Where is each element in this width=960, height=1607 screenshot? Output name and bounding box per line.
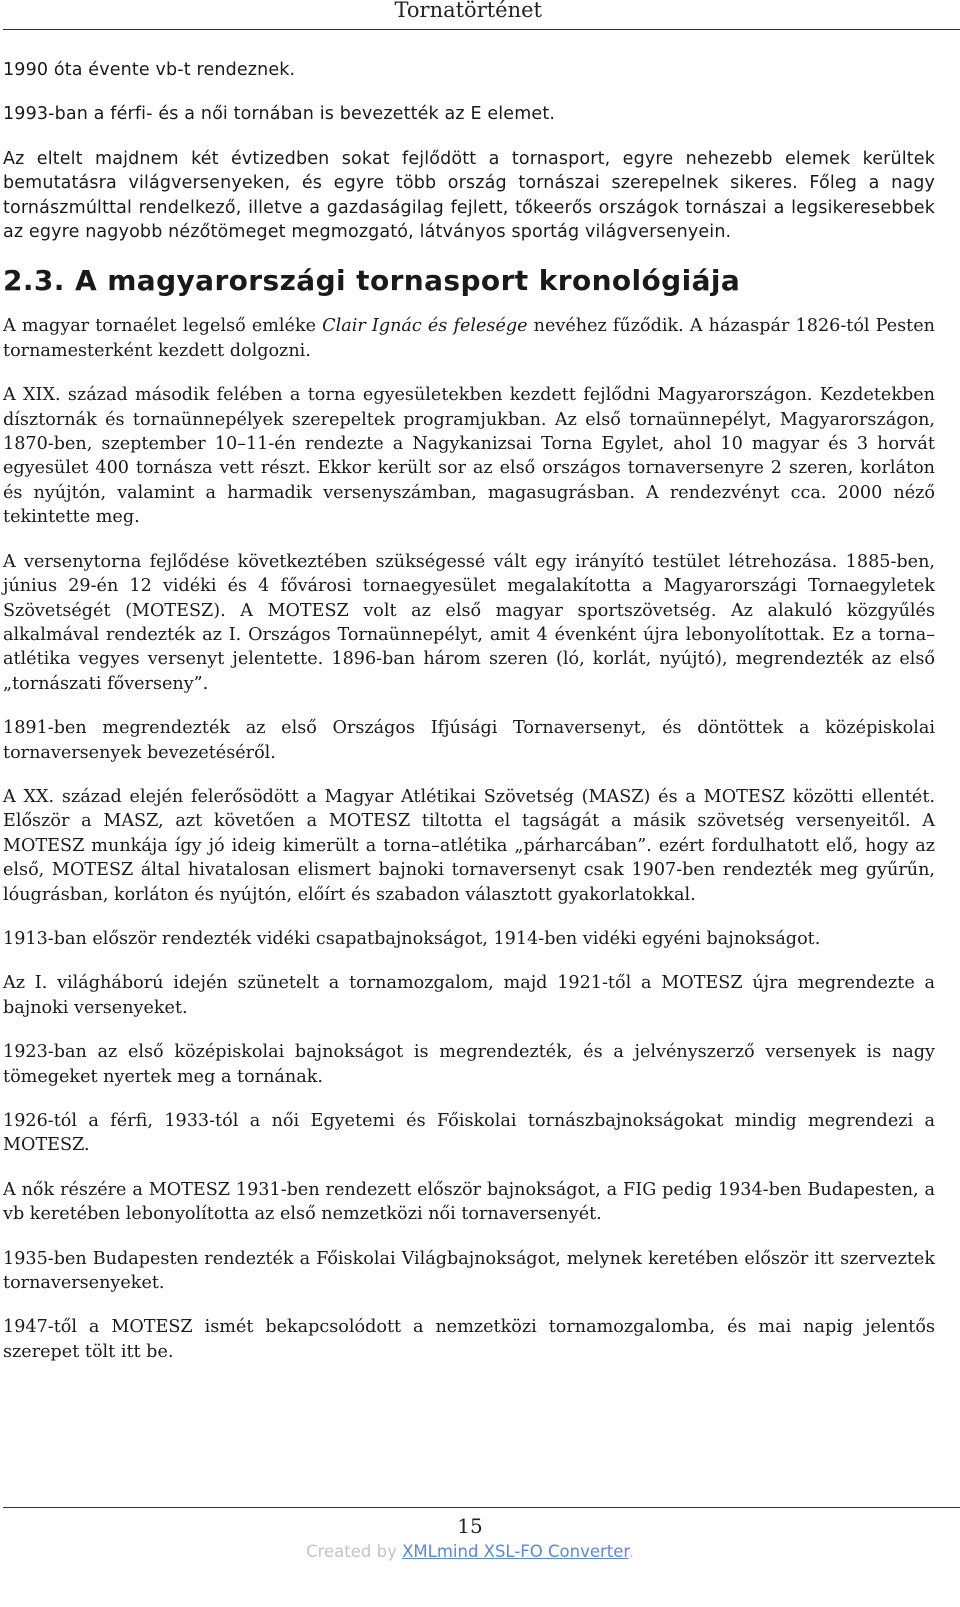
intro-paragraph-2: 1993-ban a férfi- és a női tornában is bevezették az E elemet. — [3, 104, 556, 125]
italic-name: Clair Ignác és felesége — [322, 316, 528, 337]
header-divider — [3, 29, 960, 30]
section-paragraph: 1913-ban először rendezték vidéki csapatbajnokságot, 1914-ben vidéki egyéni bajnokságot. — [3, 928, 821, 949]
intro-paragraph-1: 1990 óta évente vb-t rendeznek. — [3, 60, 296, 80]
page-number: 15 — [457, 1514, 483, 1538]
section-paragraph: A nők részére a MOTESZ 1931-ben rendezett először bajnokságot, a FIG pedig 1934-ben Budapesten, a vb keretében lebonyolította az első nemzetközi női tornaversenyét. — [3, 1179, 935, 1225]
section-paragraph: A XIX. század második felében a torna egyesületekben kezdett fejlődni Magyarországon. Kezdetekben dísztornák és tornaünnepélyek szerepeltek programjukban. Az első tornaünnepélyt, Magyarországon, 1870-ben, szeptember 10–11-én rendezte a Nagykanizsai Torna Egylet, ahol 10 magyar és 3 horvát egyesület 400 tornásza vett részt. Ekkor került sor az első országos tornaversenyre 2 szeren, korláton és nyújtón, valamint a harmadik versenyszámban, magasugrásban. A rendezvényt cca. 2000 néző tekintette meg. — [3, 385, 935, 528]
section-paragraph-intro — [3, 314, 935, 363]
running-header-title: Tornatörténet — [394, 0, 542, 22]
section-paragraph: 1947-től a MOTESZ ismét bekapcsolódott a nemzetközi tornamozgalomba, és mai napig jelentős szerepet tölt itt be. — [3, 1317, 935, 1362]
section-paragraph: 1935-ben Budapesten rendezték a Főiskolai Világbajnokságot, melynek keretében először itt szerveztek tornaversenyeket. — [3, 1248, 935, 1294]
converter-link[interactable]: XMLmind XSL-FO Converter — [402, 1542, 629, 1561]
intro-text-after: nevéhez fűződik. A házaspár 1826-tól Pesten tornamesterként kezdett dolgozni. — [3, 316, 935, 361]
section-paragraph: A XX. század elején felerősödött a Magyar Atlétikai Szövetség (MASZ) és a MOTESZ közötti ellentét. Először a MASZ, azt követően a MOTESZ tiltotta el tagságát a másik szövetség versenyeitől. A MOTESZ munkája így jó ideig kimerült a torna–atlétika „párharcában”. ezért fordulhatott elő, hogy az első, MOTESZ által hivatalosan elismert bajnoki tornaversenyt csak 1907-ben rendezték meg gyűrűn, lóugrásban, korláton és nyújtón, előírt és szabadon választott gyakorlatokkal. — [3, 786, 935, 905]
footer-divider — [3, 1507, 960, 1508]
section-paragraph: Az I. világháború idején szünetelt a tornamozgalom, majd 1921-től a MOTESZ újra megrendezte a bajnoki versenyeket. — [3, 973, 935, 1018]
section-heading: 2.3. A magyarországi tornasport kronológiája — [3, 264, 741, 298]
section-paragraph: 1926-tól a férfi, 1933-tól a női Egyetemi és Főiskolai tornászbajnokságokat mindig megrendezi a MOTESZ. — [3, 1111, 935, 1156]
converter-credit — [0, 1542, 940, 1561]
section-paragraph: 1923-ban az első középiskolai bajnokságot is megrendezték, és a jelvényszerző versenyek is nagy tömegeket nyertek meg a tornának. — [3, 1042, 935, 1087]
section-paragraph: 1891-ben megrendezték az első Országos Ifjúsági Tornaversenyt, és döntöttek a középiskolai tornaversenyek bevezetéséről. — [3, 718, 935, 763]
credit-suffix: . — [628, 1542, 634, 1561]
credit-prefix: Created by — [306, 1542, 403, 1561]
page-content — [3, 58, 935, 1384]
intro-paragraph-3: Az eltelt majdnem két évtizedben sokat fejlődött a tornasport, egyre nehezebb elemek kerültek bemutatásra világversenyeken, és egyre több ország tornászai szerepelnek sikeres. Főleg a nagy tornászmúlttal rendelkező, illetve a gazdaságilag fejlett, tőkeerős országok tornászai a legsikeresebbek az egyre nagyobb nézőtömeget megmozgató, látványos sportág világversenyein. — [3, 148, 935, 243]
intro-text-before: A magyar tornaélet legelső emléke — [3, 316, 323, 337]
section-paragraph: A versenytorna fejlődése következtében szükségessé vált egy irányító testület létrehozása. 1885-ben, június 29-én 12 vidéki és 4 fővárosi tornaegyesület megalakította a Magyarországi Tornaegyletek Szövetségét (MOTESZ). A MOTESZ volt az első magyar sportszövetség. Az alakuló közgyűlés alkalmával rendezték az I. Országos Tornaünnepélyt, amit 4 évenként újra lebonyolítottak. Ez a torna–atlétika vegyes versenyt jelentette. 1896-ban három szeren (ló, korlát, nyújtó), megrendezték az első „tornászati főverseny”. — [3, 551, 935, 694]
